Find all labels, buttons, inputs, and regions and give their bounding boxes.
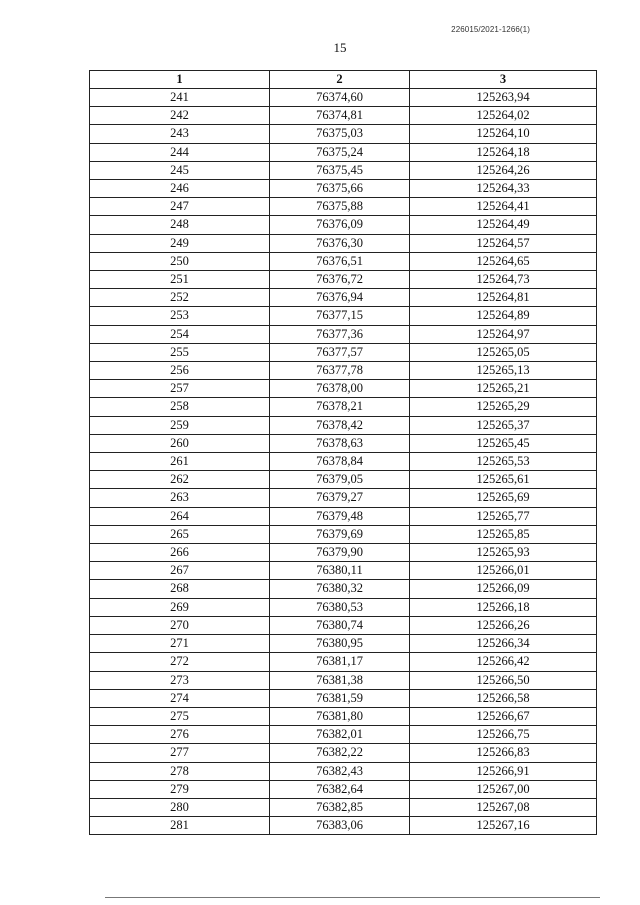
table-row bbox=[90, 161, 597, 179]
table-row bbox=[90, 107, 597, 125]
x-coordinate-cell: 76376,72 bbox=[270, 271, 410, 289]
x-coordinate-cell: 76374,60 bbox=[270, 89, 410, 107]
y-coordinate-cell: 125264,57 bbox=[410, 234, 597, 252]
y-coordinate-cell: 125266,18 bbox=[410, 598, 597, 616]
table-row bbox=[90, 380, 597, 398]
point-number-cell: 266 bbox=[90, 544, 270, 562]
x-coordinate-cell: 76380,74 bbox=[270, 616, 410, 634]
table-row bbox=[90, 434, 597, 452]
y-coordinate-cell: 125265,29 bbox=[410, 398, 597, 416]
y-coordinate-cell: 125266,83 bbox=[410, 744, 597, 762]
x-coordinate-cell: 76380,11 bbox=[270, 562, 410, 580]
y-coordinate-cell: 125265,53 bbox=[410, 453, 597, 471]
x-coordinate-cell: 76375,24 bbox=[270, 143, 410, 161]
x-coordinate-cell: 76379,48 bbox=[270, 507, 410, 525]
point-number-cell: 257 bbox=[90, 380, 270, 398]
x-coordinate-cell: 76380,53 bbox=[270, 598, 410, 616]
table-row bbox=[90, 271, 597, 289]
point-number-cell: 276 bbox=[90, 726, 270, 744]
column-header-2: 2 bbox=[270, 71, 410, 89]
y-coordinate-cell: 125264,18 bbox=[410, 143, 597, 161]
point-number-cell: 277 bbox=[90, 744, 270, 762]
table-row bbox=[90, 635, 597, 653]
y-coordinate-cell: 125264,26 bbox=[410, 161, 597, 179]
x-coordinate-cell: 76382,43 bbox=[270, 762, 410, 780]
table-body bbox=[90, 89, 597, 835]
table-row bbox=[90, 416, 597, 434]
point-number-cell: 273 bbox=[90, 671, 270, 689]
table-row bbox=[90, 325, 597, 343]
point-number-cell: 268 bbox=[90, 580, 270, 598]
y-coordinate-cell: 125264,97 bbox=[410, 325, 597, 343]
y-coordinate-cell: 125265,21 bbox=[410, 380, 597, 398]
point-number-cell: 242 bbox=[90, 107, 270, 125]
y-coordinate-cell: 125264,33 bbox=[410, 180, 597, 198]
x-coordinate-cell: 76377,36 bbox=[270, 325, 410, 343]
table-row bbox=[90, 817, 597, 835]
point-number-cell: 264 bbox=[90, 507, 270, 525]
table-row bbox=[90, 343, 597, 361]
point-number-cell: 243 bbox=[90, 125, 270, 143]
point-number-cell: 261 bbox=[90, 453, 270, 471]
x-coordinate-cell: 76381,80 bbox=[270, 707, 410, 725]
coordinates-table-container bbox=[89, 70, 596, 835]
y-coordinate-cell: 125265,69 bbox=[410, 489, 597, 507]
y-coordinate-cell: 125265,37 bbox=[410, 416, 597, 434]
y-coordinate-cell: 125266,75 bbox=[410, 726, 597, 744]
table-row bbox=[90, 398, 597, 416]
point-number-cell: 253 bbox=[90, 307, 270, 325]
point-number-cell: 269 bbox=[90, 598, 270, 616]
table-row bbox=[90, 198, 597, 216]
y-coordinate-cell: 125263,94 bbox=[410, 89, 597, 107]
y-coordinate-cell: 125265,13 bbox=[410, 362, 597, 380]
table-row bbox=[90, 507, 597, 525]
point-number-cell: 255 bbox=[90, 343, 270, 361]
table-row bbox=[90, 525, 597, 543]
table-row bbox=[90, 471, 597, 489]
y-coordinate-cell: 125264,10 bbox=[410, 125, 597, 143]
x-coordinate-cell: 76375,45 bbox=[270, 161, 410, 179]
y-coordinate-cell: 125265,93 bbox=[410, 544, 597, 562]
x-coordinate-cell: 76376,51 bbox=[270, 252, 410, 270]
point-number-cell: 267 bbox=[90, 562, 270, 580]
bottom-rule bbox=[105, 897, 600, 898]
page-number: 15 bbox=[333, 40, 347, 55]
table-row bbox=[90, 580, 597, 598]
x-coordinate-cell: 76374,81 bbox=[270, 107, 410, 125]
x-coordinate-cell: 76379,05 bbox=[270, 471, 410, 489]
x-coordinate-cell: 76382,85 bbox=[270, 798, 410, 816]
table-row bbox=[90, 489, 597, 507]
table-header-row bbox=[90, 71, 597, 89]
point-number-cell: 247 bbox=[90, 198, 270, 216]
table-row bbox=[90, 780, 597, 798]
y-coordinate-cell: 125265,85 bbox=[410, 525, 597, 543]
table-row bbox=[90, 707, 597, 725]
table-row bbox=[90, 689, 597, 707]
x-coordinate-cell: 76377,15 bbox=[270, 307, 410, 325]
table-row bbox=[90, 762, 597, 780]
table-row bbox=[90, 598, 597, 616]
x-coordinate-cell: 76379,90 bbox=[270, 544, 410, 562]
x-coordinate-cell: 76376,09 bbox=[270, 216, 410, 234]
table-row bbox=[90, 125, 597, 143]
table-row bbox=[90, 616, 597, 634]
y-coordinate-cell: 125266,67 bbox=[410, 707, 597, 725]
x-coordinate-cell: 76376,94 bbox=[270, 289, 410, 307]
point-number-cell: 262 bbox=[90, 471, 270, 489]
y-coordinate-cell: 125265,61 bbox=[410, 471, 597, 489]
point-number-cell: 265 bbox=[90, 525, 270, 543]
y-coordinate-cell: 125267,16 bbox=[410, 817, 597, 835]
table-row bbox=[90, 453, 597, 471]
x-coordinate-cell: 76375,66 bbox=[270, 180, 410, 198]
point-number-cell: 254 bbox=[90, 325, 270, 343]
point-number-cell: 252 bbox=[90, 289, 270, 307]
table-row bbox=[90, 89, 597, 107]
point-number-cell: 245 bbox=[90, 161, 270, 179]
table-row bbox=[90, 307, 597, 325]
table-row bbox=[90, 671, 597, 689]
point-number-cell: 263 bbox=[90, 489, 270, 507]
y-coordinate-cell: 125264,89 bbox=[410, 307, 597, 325]
x-coordinate-cell: 76381,38 bbox=[270, 671, 410, 689]
point-number-cell: 241 bbox=[90, 89, 270, 107]
point-number-cell: 258 bbox=[90, 398, 270, 416]
table-row bbox=[90, 544, 597, 562]
y-coordinate-cell: 125266,58 bbox=[410, 689, 597, 707]
table-row bbox=[90, 252, 597, 270]
table-row bbox=[90, 143, 597, 161]
y-coordinate-cell: 125267,08 bbox=[410, 798, 597, 816]
y-coordinate-cell: 125267,00 bbox=[410, 780, 597, 798]
y-coordinate-cell: 125266,34 bbox=[410, 635, 597, 653]
x-coordinate-cell: 76375,88 bbox=[270, 198, 410, 216]
point-number-cell: 246 bbox=[90, 180, 270, 198]
table-row bbox=[90, 234, 597, 252]
y-coordinate-cell: 125266,26 bbox=[410, 616, 597, 634]
point-number-cell: 275 bbox=[90, 707, 270, 725]
table-row bbox=[90, 289, 597, 307]
y-coordinate-cell: 125264,49 bbox=[410, 216, 597, 234]
y-coordinate-cell: 125264,65 bbox=[410, 252, 597, 270]
table-row bbox=[90, 744, 597, 762]
x-coordinate-cell: 76377,78 bbox=[270, 362, 410, 380]
x-coordinate-cell: 76378,42 bbox=[270, 416, 410, 434]
y-coordinate-cell: 125266,50 bbox=[410, 671, 597, 689]
y-coordinate-cell: 125264,41 bbox=[410, 198, 597, 216]
x-coordinate-cell: 76383,06 bbox=[270, 817, 410, 835]
y-coordinate-cell: 125266,42 bbox=[410, 653, 597, 671]
x-coordinate-cell: 76378,63 bbox=[270, 434, 410, 452]
point-number-cell: 271 bbox=[90, 635, 270, 653]
x-coordinate-cell: 76376,30 bbox=[270, 234, 410, 252]
point-number-cell: 280 bbox=[90, 798, 270, 816]
point-number-cell: 272 bbox=[90, 653, 270, 671]
x-coordinate-cell: 76380,95 bbox=[270, 635, 410, 653]
x-coordinate-cell: 76382,22 bbox=[270, 744, 410, 762]
document-id: 226015/2021-1266(1) bbox=[451, 25, 530, 34]
point-number-cell: 259 bbox=[90, 416, 270, 434]
x-coordinate-cell: 76381,17 bbox=[270, 653, 410, 671]
x-coordinate-cell: 76380,32 bbox=[270, 580, 410, 598]
point-number-cell: 281 bbox=[90, 817, 270, 835]
column-header-1: 1 bbox=[90, 71, 270, 89]
table-row bbox=[90, 653, 597, 671]
y-coordinate-cell: 125265,77 bbox=[410, 507, 597, 525]
point-number-cell: 270 bbox=[90, 616, 270, 634]
x-coordinate-cell: 76378,00 bbox=[270, 380, 410, 398]
point-number-cell: 274 bbox=[90, 689, 270, 707]
y-coordinate-cell: 125266,01 bbox=[410, 562, 597, 580]
table-row bbox=[90, 562, 597, 580]
point-number-cell: 248 bbox=[90, 216, 270, 234]
table-row bbox=[90, 726, 597, 744]
point-number-cell: 279 bbox=[90, 780, 270, 798]
y-coordinate-cell: 125266,91 bbox=[410, 762, 597, 780]
table-row bbox=[90, 180, 597, 198]
table-row bbox=[90, 798, 597, 816]
y-coordinate-cell: 125264,81 bbox=[410, 289, 597, 307]
point-number-cell: 244 bbox=[90, 143, 270, 161]
y-coordinate-cell: 125264,02 bbox=[410, 107, 597, 125]
y-coordinate-cell: 125266,09 bbox=[410, 580, 597, 598]
y-coordinate-cell: 125265,45 bbox=[410, 434, 597, 452]
y-coordinate-cell: 125264,73 bbox=[410, 271, 597, 289]
point-number-cell: 251 bbox=[90, 271, 270, 289]
x-coordinate-cell: 76382,01 bbox=[270, 726, 410, 744]
point-number-cell: 250 bbox=[90, 252, 270, 270]
y-coordinate-cell: 125265,05 bbox=[410, 343, 597, 361]
x-coordinate-cell: 76382,64 bbox=[270, 780, 410, 798]
table-row bbox=[90, 216, 597, 234]
column-header-3: 3 bbox=[410, 71, 597, 89]
point-number-cell: 260 bbox=[90, 434, 270, 452]
x-coordinate-cell: 76377,57 bbox=[270, 343, 410, 361]
coordinates-table bbox=[89, 70, 597, 835]
x-coordinate-cell: 76381,59 bbox=[270, 689, 410, 707]
point-number-cell: 256 bbox=[90, 362, 270, 380]
x-coordinate-cell: 76378,84 bbox=[270, 453, 410, 471]
point-number-cell: 249 bbox=[90, 234, 270, 252]
x-coordinate-cell: 76379,27 bbox=[270, 489, 410, 507]
x-coordinate-cell: 76379,69 bbox=[270, 525, 410, 543]
point-number-cell: 278 bbox=[90, 762, 270, 780]
table-row bbox=[90, 362, 597, 380]
x-coordinate-cell: 76375,03 bbox=[270, 125, 410, 143]
x-coordinate-cell: 76378,21 bbox=[270, 398, 410, 416]
